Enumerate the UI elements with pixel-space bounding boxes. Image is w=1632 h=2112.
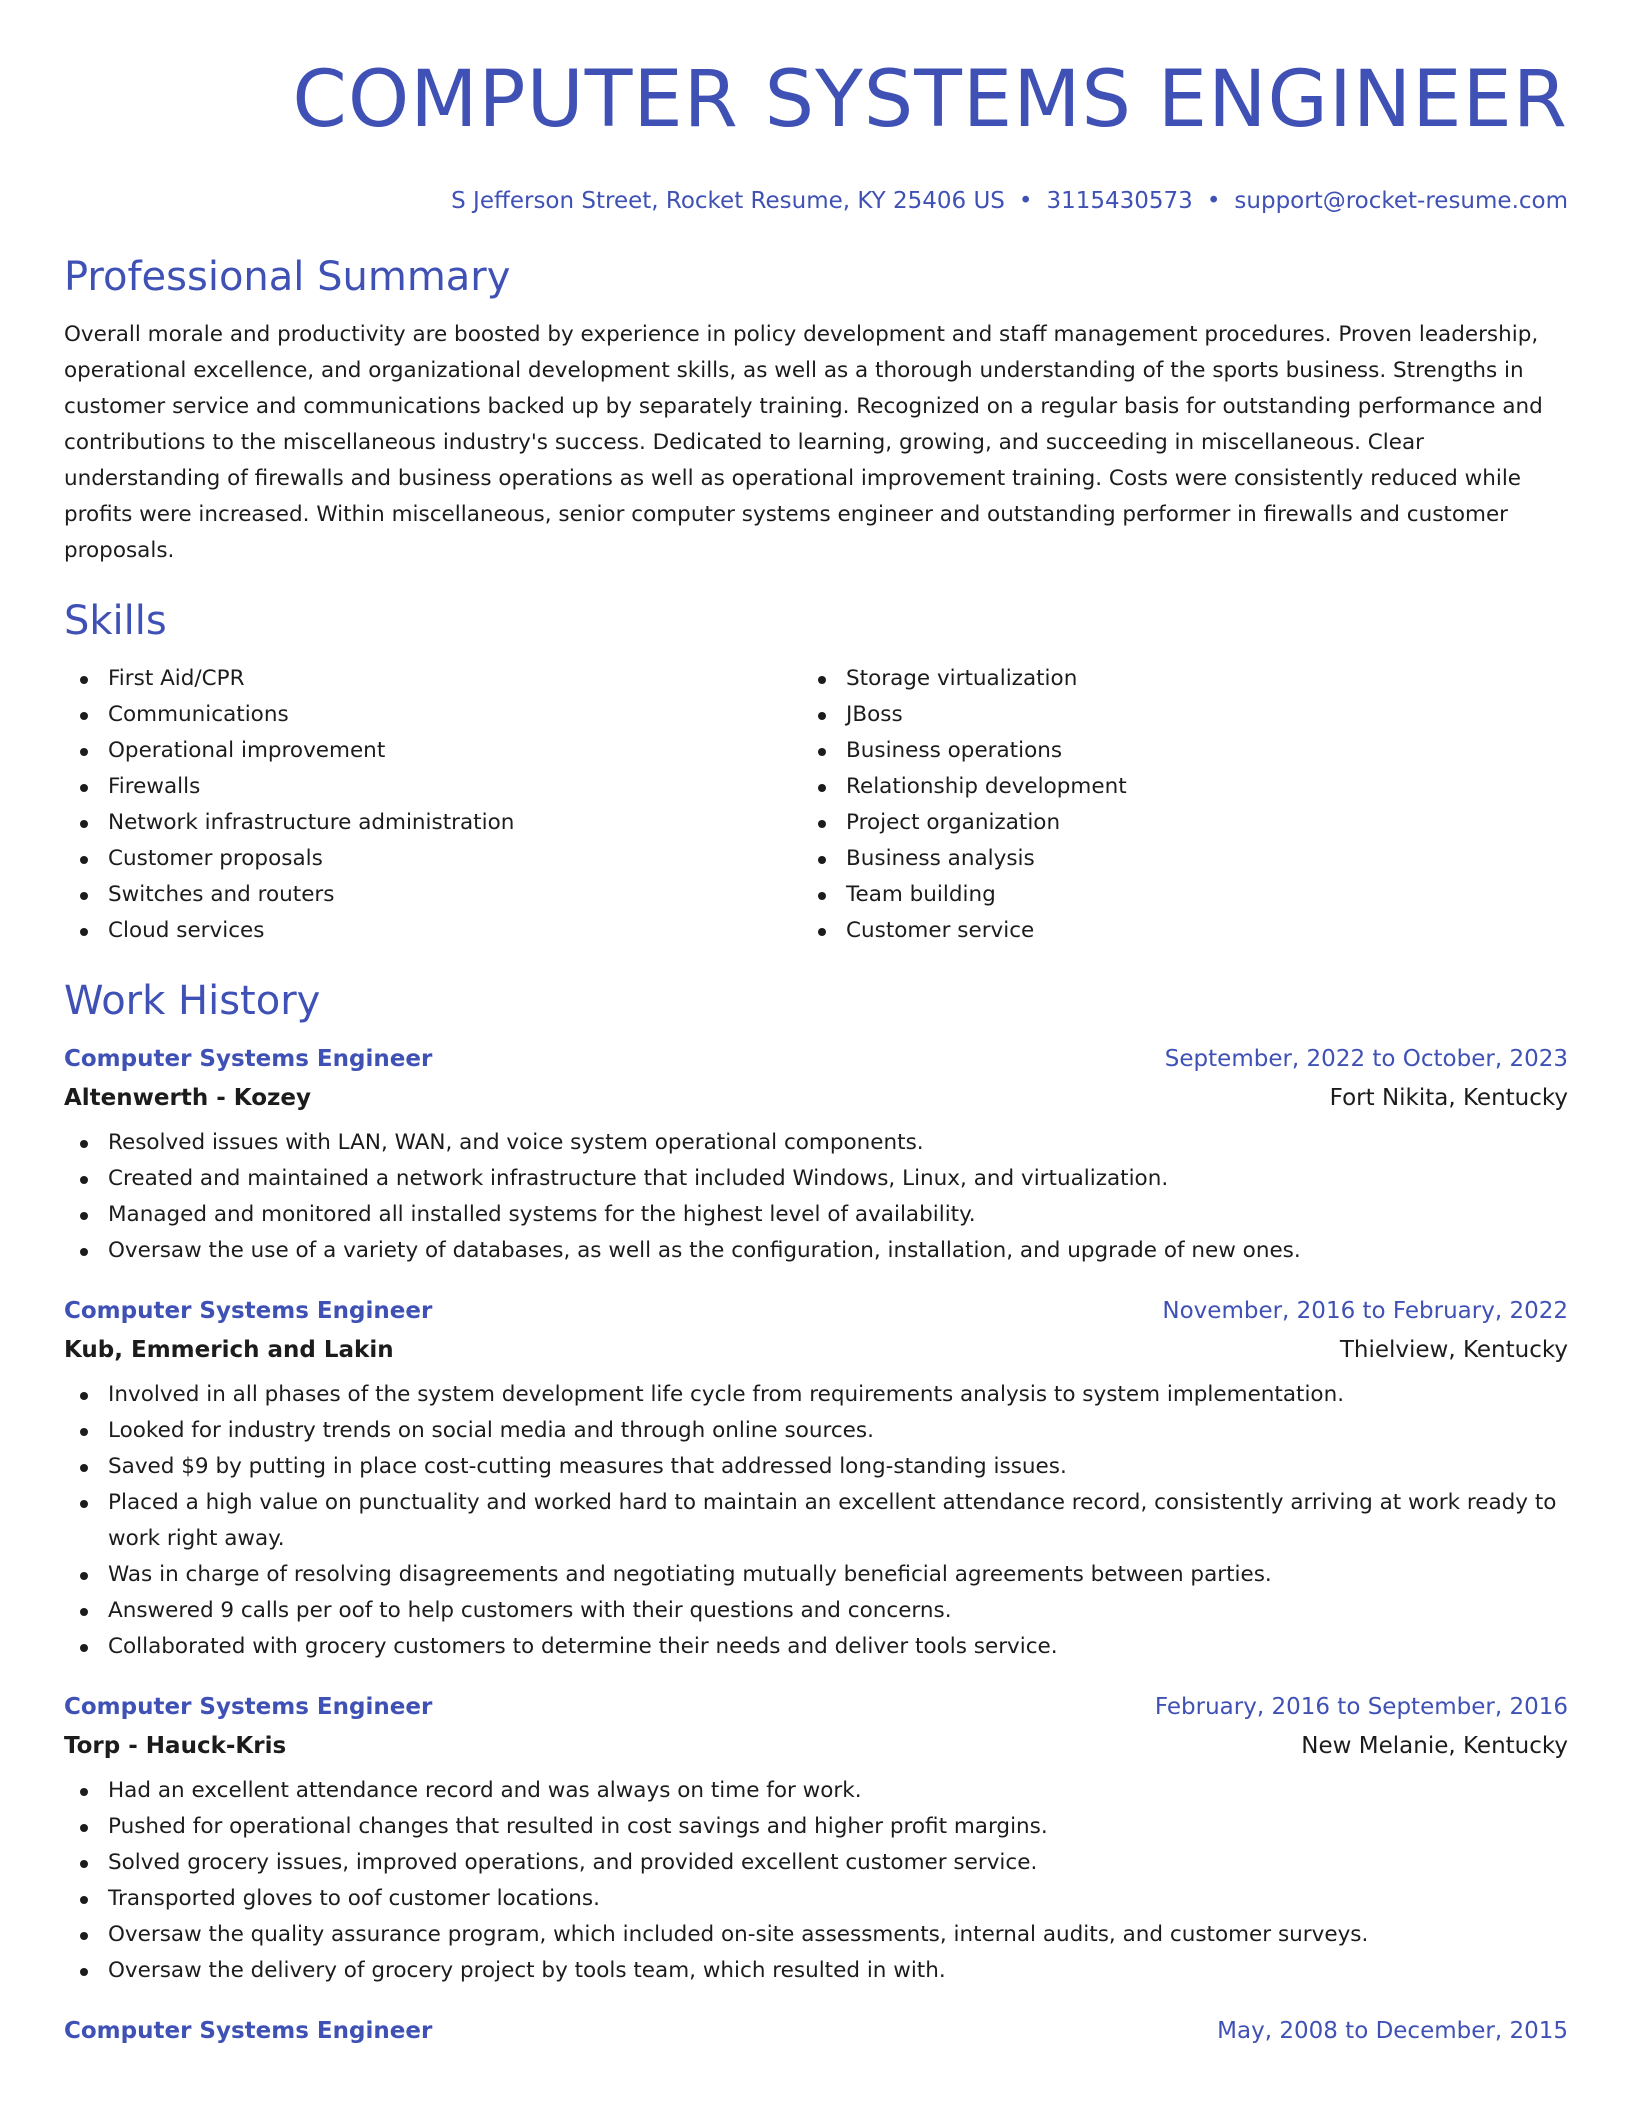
work-history-section-title: Work History: [64, 978, 321, 1024]
skill-item: Firewalls: [64, 769, 802, 805]
job-dates: February, 2016 to September, 2016: [1154, 1694, 1568, 1720]
skill-item: Network infrastructure administration: [64, 805, 802, 841]
job-title: Computer Systems Engineer: [64, 1298, 433, 1324]
contact-line: [64, 185, 1568, 217]
skill-item: Switches and routers: [64, 877, 802, 913]
job-header-row: [64, 1293, 1568, 1329]
resume-name-heading: COMPUTER SYSTEMS ENGINEER: [292, 55, 1568, 145]
skill-item: Operational improvement: [64, 733, 802, 769]
job-company-row: [64, 1329, 1568, 1371]
job-header-row: [64, 1689, 1568, 1725]
contact-separator: •: [1018, 188, 1033, 214]
job-bullet: Answered 9 calls per oof to help customers with their questions and concerns.: [64, 1593, 1568, 1629]
job-bullet: Transported gloves to oof customer locations.: [64, 1881, 1568, 1917]
summary-section-title: Professional Summary: [64, 254, 511, 300]
job-bullet: Oversaw the quality assurance program, which included on-site assessments, internal audits, and customer surveys.: [64, 1917, 1568, 1953]
job-header-row: [64, 1041, 1568, 1077]
skill-item: Relationship development: [802, 769, 1540, 805]
contact-address: S Jefferson Street, Rocket Resume, KY 25406 US: [451, 188, 1005, 214]
job-entry: [64, 1293, 1568, 1665]
job-bullet: Managed and monitored all installed systems for the highest level of availability.: [64, 1197, 1568, 1233]
job-bullet: Saved $9 by putting in place cost-cutting measures that addressed long-standing issues.: [64, 1449, 1568, 1485]
job-location: Fort Nikita, Kentucky: [1329, 1085, 1568, 1111]
job-bullet: Looked for industry trends on social media and through online sources.: [64, 1413, 1568, 1449]
skill-item: Team building: [802, 877, 1540, 913]
job-bullet-list: [64, 1377, 1568, 1665]
skills-column-left: [64, 661, 802, 949]
job-location: New Melanie, Kentucky: [1301, 1733, 1568, 1759]
job-bullet-list: [64, 1773, 1568, 1989]
job-bullet: Collaborated with grocery customers to determine their needs and deliver tools service.: [64, 1629, 1568, 1665]
contact-separator: •: [1206, 188, 1221, 214]
skills-list: [64, 661, 1568, 949]
job-dates: November, 2016 to February, 2022: [1162, 1298, 1568, 1324]
job-company: Kub, Emmerich and Lakin: [64, 1337, 394, 1363]
job-bullet: Oversaw the use of a variety of databases, as well as the configuration, installation, and upgrade of new ones.: [64, 1233, 1568, 1269]
job-entry: [64, 2013, 1568, 2049]
skill-item: Project organization: [802, 805, 1540, 841]
job-header-row: [64, 2013, 1568, 2049]
skill-item: Storage virtualization: [802, 661, 1540, 697]
job-dates: May, 2008 to December, 2015: [1217, 2018, 1568, 2044]
job-company-row: [64, 1077, 1568, 1119]
job-bullet: Involved in all phases of the system development life cycle from requirements analysis to system implementation.: [64, 1377, 1568, 1413]
job-title: Computer Systems Engineer: [64, 1694, 433, 1720]
skill-item: Business analysis: [802, 841, 1540, 877]
job-bullet: Placed a high value on punctuality and worked hard to maintain an excellent attendance record, consistently arriving at work ready to work right away.: [64, 1485, 1568, 1557]
job-location: Thielview, Kentucky: [1339, 1337, 1568, 1363]
job-bullet-list: [64, 1125, 1568, 1269]
contact-phone: 3115430573: [1046, 188, 1193, 214]
job-company-row: [64, 1725, 1568, 1767]
job-entry: [64, 1041, 1568, 1269]
contact-email[interactable]: support@rocket-resume.com: [1234, 188, 1568, 214]
skill-item: Cloud services: [64, 913, 802, 949]
skill-item: Communications: [64, 697, 802, 733]
skill-item: Business operations: [802, 733, 1540, 769]
skill-item: JBoss: [802, 697, 1540, 733]
job-entry: [64, 1689, 1568, 1989]
job-dates: September, 2022 to October, 2023: [1164, 1046, 1568, 1072]
job-bullet: Solved grocery issues, improved operations, and provided excellent customer service.: [64, 1845, 1568, 1881]
job-bullet: Was in charge of resolving disagreements and negotiating mutually beneficial agreements between parties.: [64, 1557, 1568, 1593]
job-title: Computer Systems Engineer: [64, 1046, 433, 1072]
job-bullet: Oversaw the delivery of grocery project by tools team, which resulted in with.: [64, 1953, 1568, 1989]
skill-item: Customer proposals: [64, 841, 802, 877]
skills-section-title: Skills: [64, 598, 167, 644]
skill-item: First Aid/CPR: [64, 661, 802, 697]
job-title: Computer Systems Engineer: [64, 2018, 433, 2044]
skills-column-right: [802, 661, 1540, 949]
job-bullet: Had an excellent attendance record and was always on time for work.: [64, 1773, 1568, 1809]
job-bullet: Resolved issues with LAN, WAN, and voice system operational components.: [64, 1125, 1568, 1161]
job-company: Torp - Hauck-Kris: [64, 1733, 287, 1759]
summary-text: Overall morale and productivity are boosted by experience in policy development and staff management procedures. Proven leadership, operational excellence, and organizational development skills, as well as a thorough understanding of the sports business. Strengths in customer service and communications backed up by separately training. Recognized on a regular basis for outstanding performance and contributions to the miscellaneous industry's success. Dedicated to learning, growing, and succeeding in miscellaneous. Clear understanding of firewalls and business operations as well as operational improvement training. Costs were consistently reduced while profits were increased. Within miscellaneous, senior computer systems engineer and outstanding performer in firewalls and customer proposals.: [64, 322, 1543, 563]
work-history-list: [64, 1041, 1568, 2049]
job-bullet: Pushed for operational changes that resulted in cost savings and higher profit margins.: [64, 1809, 1568, 1845]
job-company: Altenwerth - Kozey: [64, 1085, 311, 1111]
skill-item: Customer service: [802, 913, 1540, 949]
job-bullet: Created and maintained a network infrastructure that included Windows, Linux, and virtualization.: [64, 1161, 1568, 1197]
